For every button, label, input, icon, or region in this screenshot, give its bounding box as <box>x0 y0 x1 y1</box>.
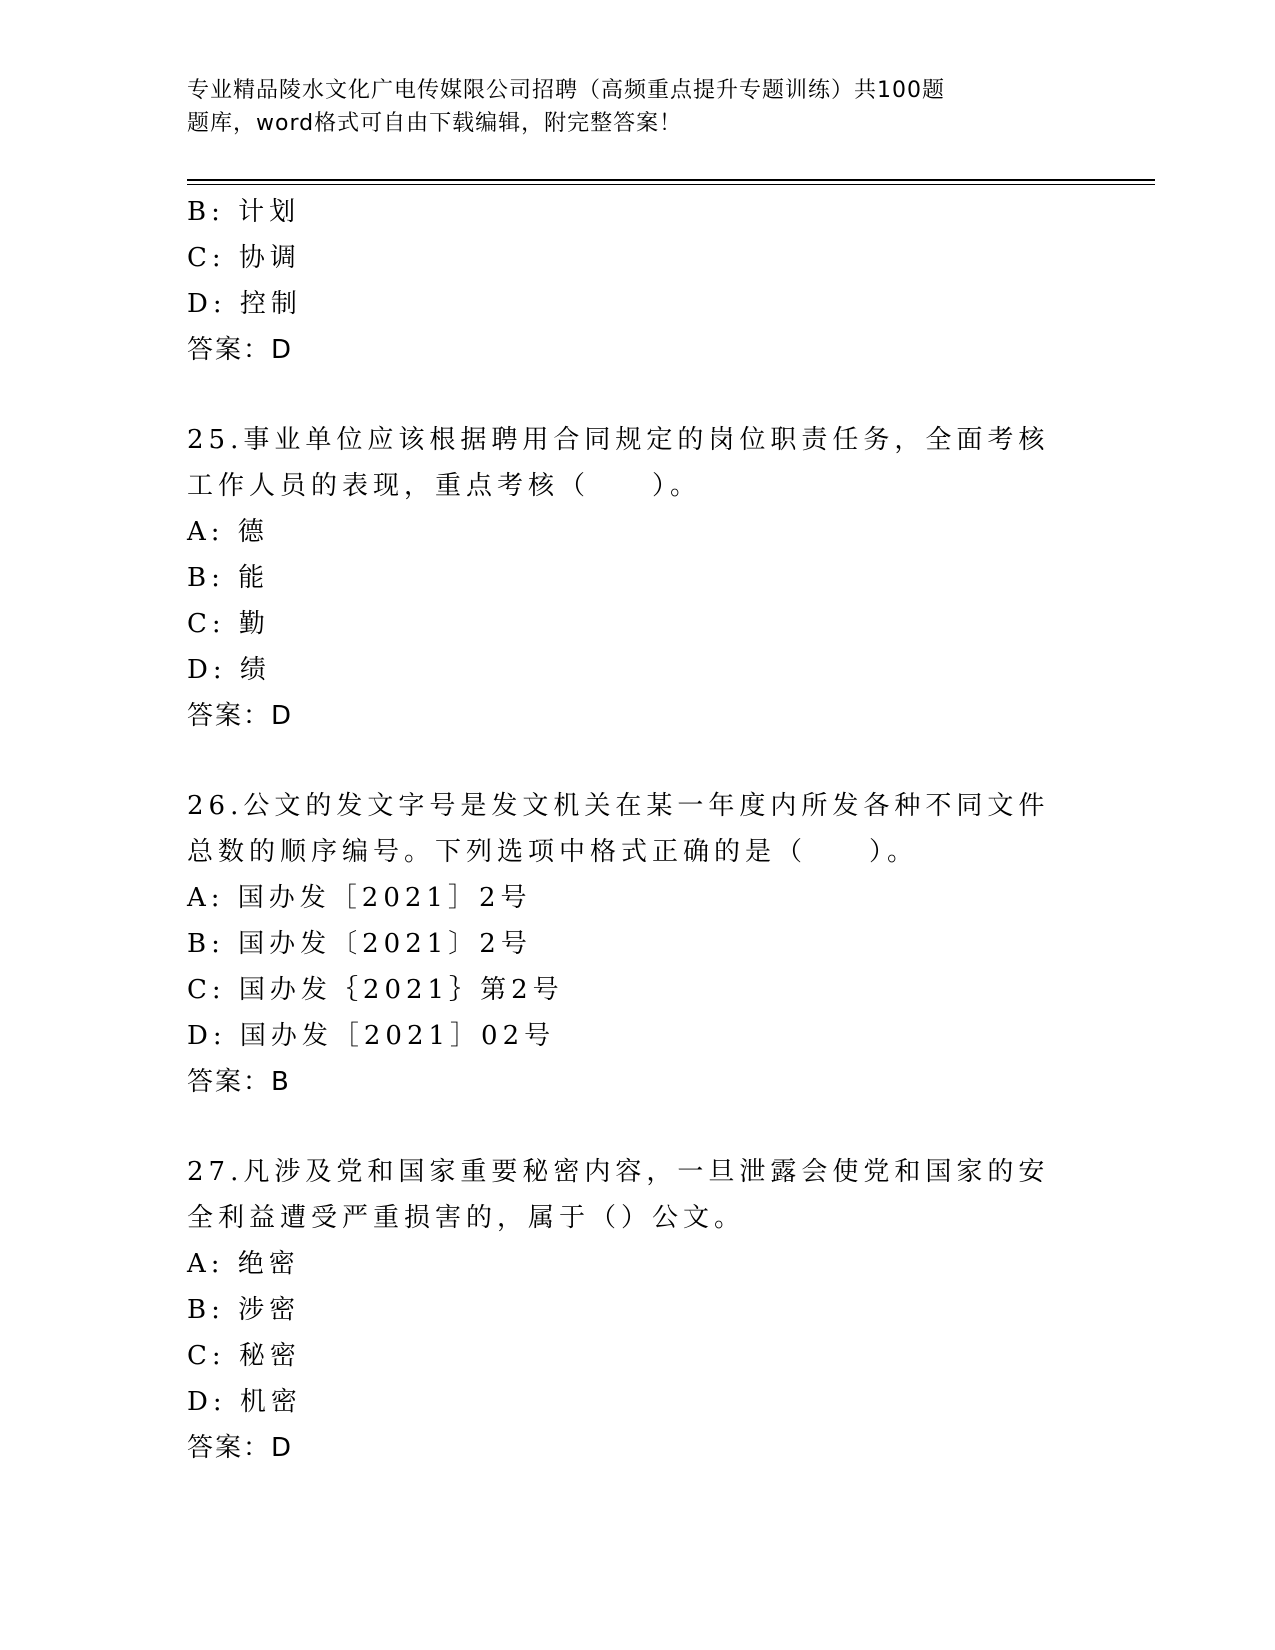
answer-label: 答案：D <box>187 1433 294 1463</box>
spacer <box>187 739 1087 783</box>
option-b: B: 能 <box>187 563 270 593</box>
option-a: A: 国办发［2021］2号 <box>187 883 532 913</box>
option-d: D: 绩 <box>187 655 271 685</box>
question-stem: 27.凡涉及党和国家重要秘密内容，一旦泄露会使党和国家的安全利益遭受严重损害的，属于（）公文。 <box>187 1157 1050 1233</box>
header-divider-thin <box>187 184 1155 185</box>
question-block-24 <box>187 189 1087 373</box>
question-stem: 26.公文的发文字号是发文机关在某一年度内所发各种不同文件总数的顺序编号。下列选项中格式正确的是（ ）。 <box>187 791 1050 867</box>
option-c: C: 勤 <box>187 609 270 639</box>
option-d: D: 机密 <box>187 1387 302 1417</box>
question-list <box>187 189 1087 1471</box>
answer-label: 答案：D <box>187 701 294 731</box>
option-d: D: 国办发［2021］02号 <box>187 1021 556 1051</box>
option-c: C: 国办发｛2021｝第2号 <box>187 975 564 1005</box>
header-title-line-2: 题库，word格式可自由下载编辑，附完整答案！ <box>187 111 683 136</box>
option-a: A: 德 <box>187 517 269 547</box>
header-title-line-1: 专业精品陵水文化广电传媒限公司招聘（高频重点提升专题训练）共100题 <box>187 78 945 103</box>
question-block-26 <box>187 783 1087 1105</box>
option-a: A: 绝密 <box>187 1249 300 1279</box>
question-block-25 <box>187 417 1087 739</box>
answer-label: 答案：D <box>187 335 294 365</box>
spacer <box>187 373 1087 417</box>
answer-label: 答案：B <box>187 1067 291 1097</box>
option-b: B: 国办发〔2021〕2号 <box>187 929 532 959</box>
option-b: B: 计划 <box>187 197 301 227</box>
option-d: D: 控制 <box>187 289 302 319</box>
document-header <box>187 74 1067 140</box>
question-block-27 <box>187 1149 1087 1471</box>
spacer <box>187 1105 1087 1149</box>
question-stem: 25.事业单位应该根据聘用合同规定的岗位职责任务，全面考核工作人员的表现，重点考核（ ）。 <box>187 425 1050 501</box>
option-c: C: 协调 <box>187 243 301 273</box>
option-b: B: 涉密 <box>187 1295 301 1325</box>
option-c: C: 秘密 <box>187 1341 301 1371</box>
header-divider-thick <box>187 179 1155 181</box>
